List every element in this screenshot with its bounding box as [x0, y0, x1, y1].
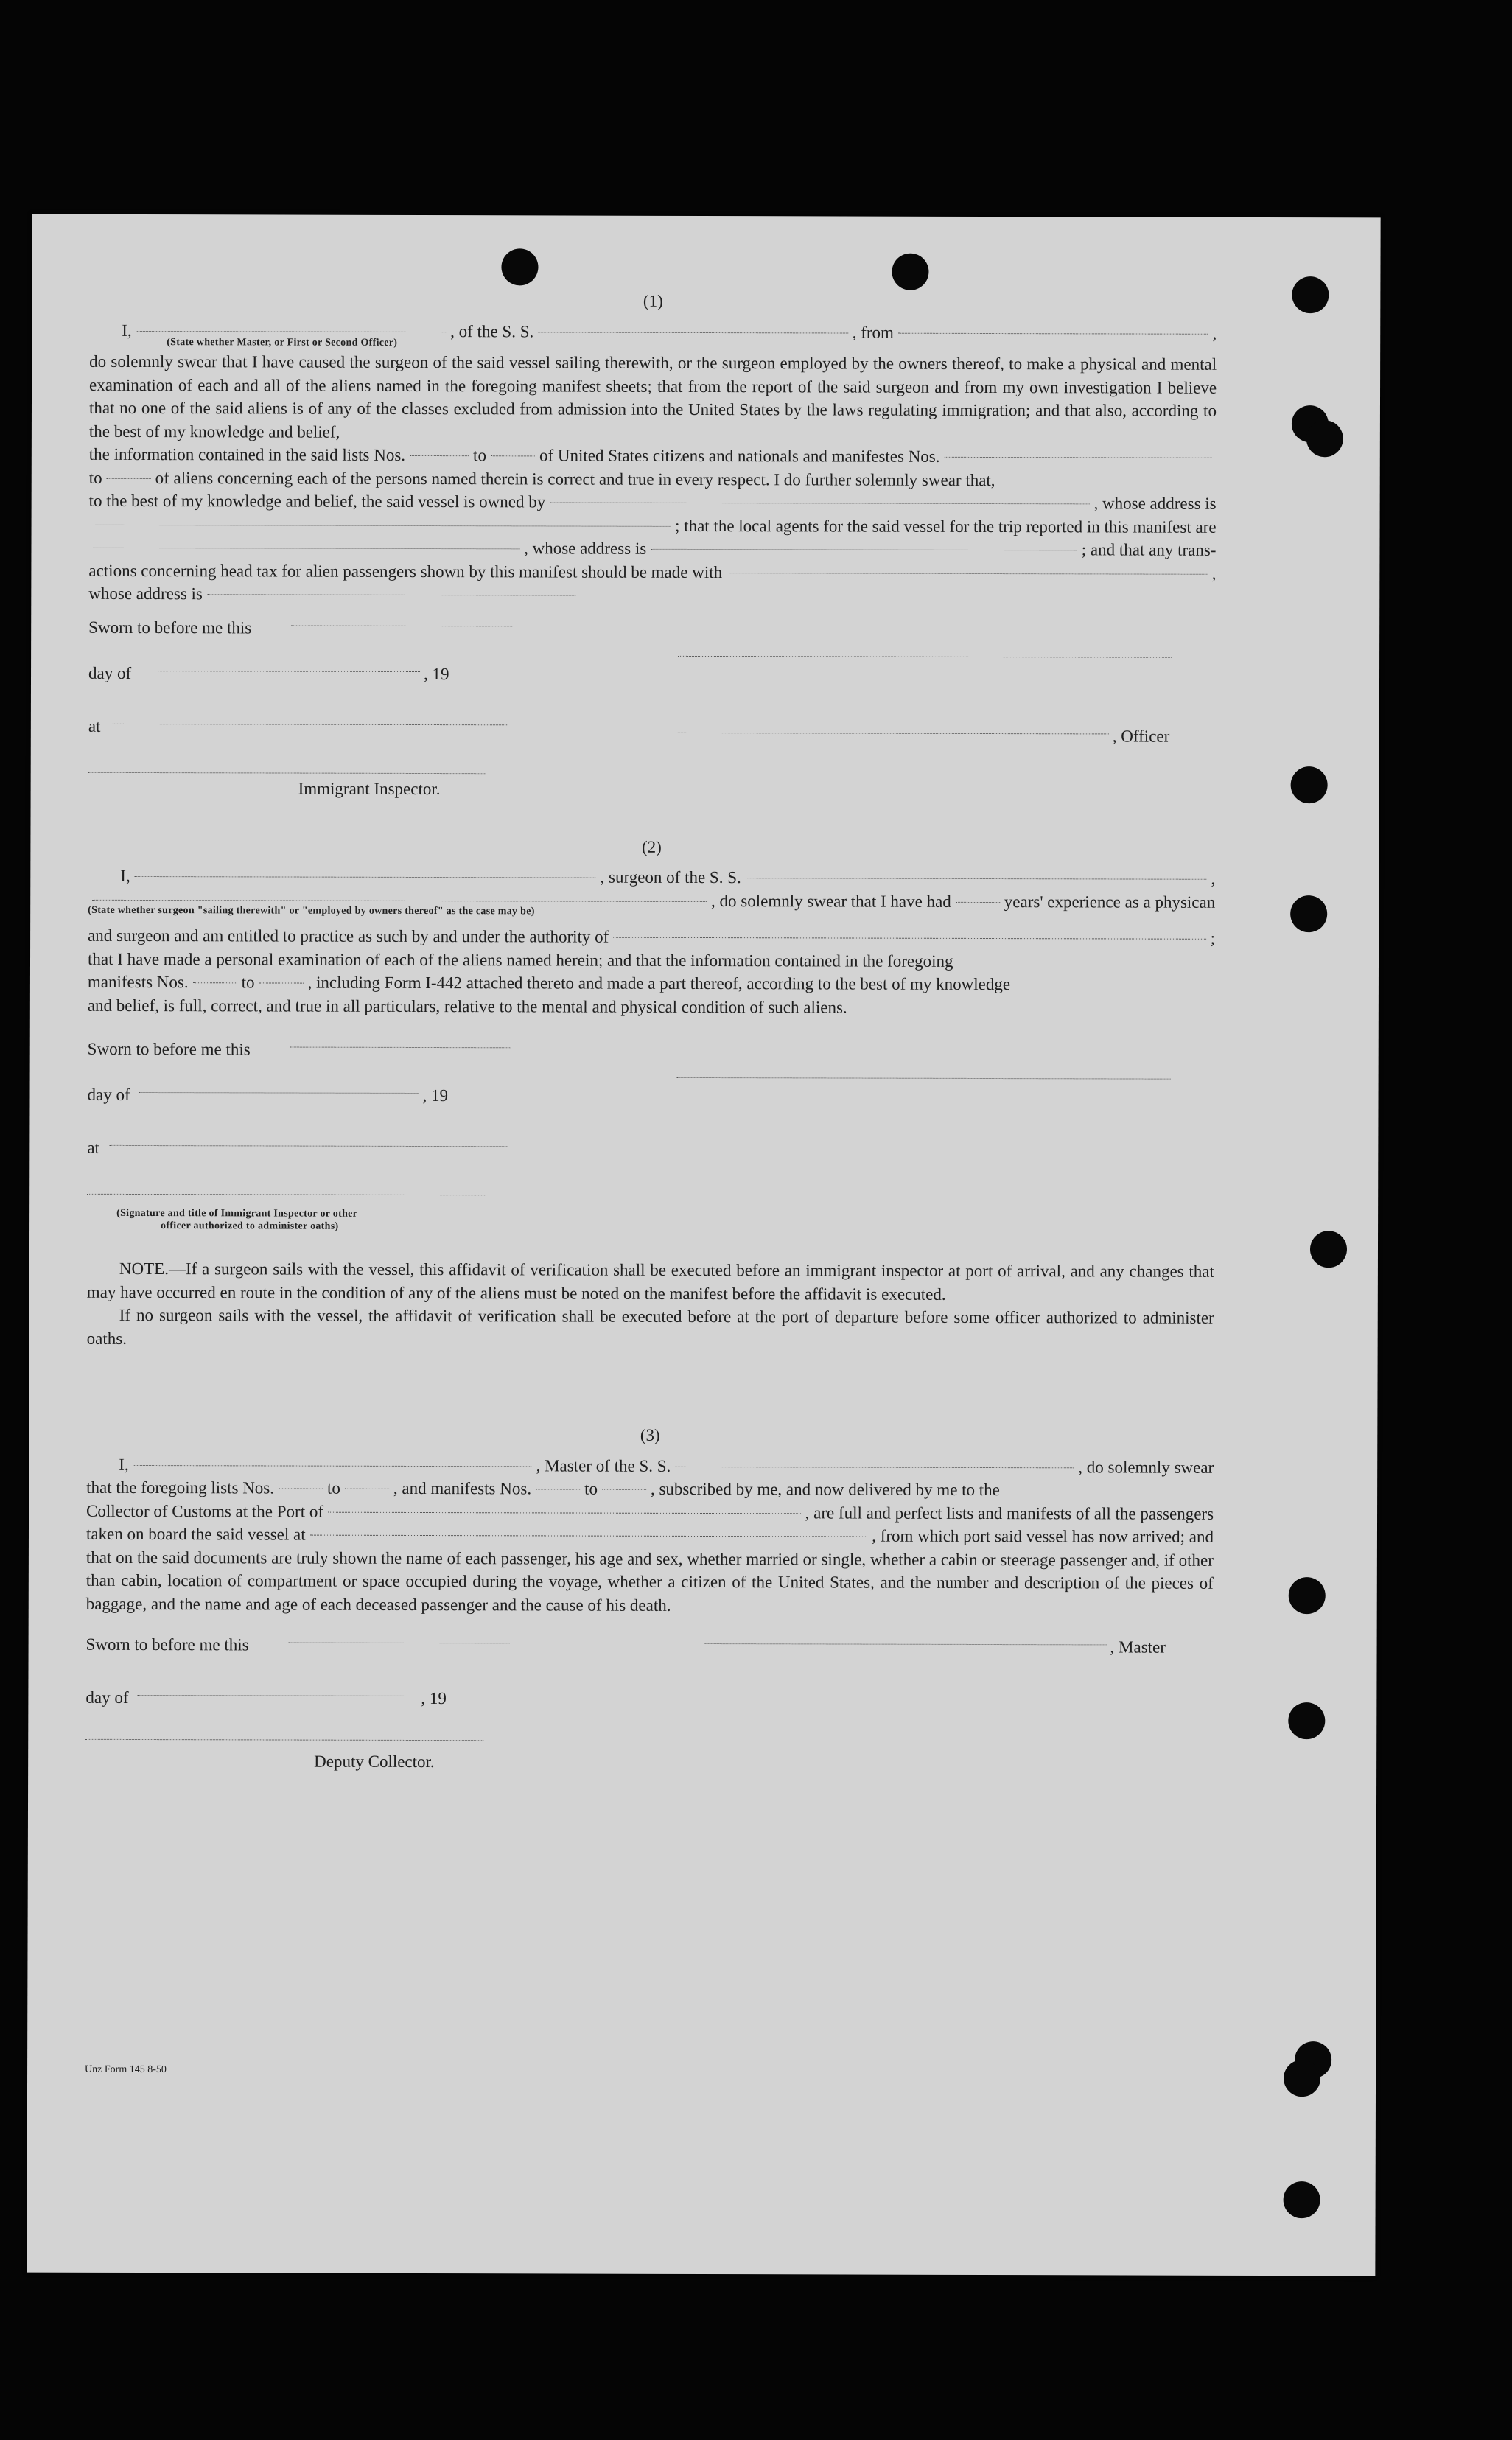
i-label: I,	[122, 321, 132, 340]
to-text: to	[473, 446, 486, 465]
authority-blank	[613, 937, 1205, 940]
note-paragraph-1: NOTE.—If a surgeon sails with the vessel, this affidavit of verification shall be executed before an immigrant inspector at port of arrival, and any changes that may have occurred en route in the condition of any of the aliens must be noted on the manifest before the affidavit is executed.	[86, 1259, 1214, 1304]
day-of-text: day of	[85, 1688, 129, 1707]
manifest-no-blank	[945, 456, 1212, 458]
full-lists-text: , are full and perfect lists and manifests of all the passengers	[805, 1503, 1214, 1523]
surgeon-of-text: , surgeon of the S. S.	[600, 867, 741, 887]
deputy-row	[85, 1739, 1213, 1795]
list-no-blank	[491, 455, 535, 456]
address-blank	[207, 593, 575, 595]
punch-hole	[1288, 1702, 1325, 1739]
day-row-2	[87, 1083, 1214, 1139]
whose-address-text: , whose address is	[1093, 494, 1217, 513]
section-1-paragraph: do solemnly swear that I have caused the surgeon of the said vessel sailing therewith, or the surgeon employed by the owners thereof, to make a physical and mental examination of each and all of the aliens named in the foregoing manifest sheets; that from the report of the said surgeon and from my own investigation I believe that no one of the said aliens is of any of the classes excluded from admission into the United States by the laws regulating immigration; and that also, according to the best of my knowledge and belief,	[88, 352, 1217, 441]
head-tax-text: actions concerning head tax for alien passengers shown by this manifest should be made with	[88, 561, 723, 581]
at-row-1	[88, 714, 1216, 770]
day-of-text: day of	[88, 663, 132, 682]
port-blank	[310, 1534, 868, 1537]
punch-hole	[1310, 1231, 1347, 1268]
owner-blank	[550, 501, 1089, 504]
surgeon-caption: (State whether surgeon "sailing therewith" or "employed by owners thereof" as the case may be)	[88, 904, 535, 917]
at-text: at	[87, 1138, 99, 1157]
punch-hole	[892, 254, 928, 290]
including-text: , including Form I-442 attached thereto and made a part thereof, according to the best of my knowledge	[307, 973, 1011, 994]
authority-line: and surgeon and am entitled to practice as such by and under the authority of ;	[88, 924, 1215, 951]
sig-caption-line-1: (Signature and title of Immigrant Inspector or other	[116, 1207, 358, 1220]
manifest-verification-form	[27, 214, 1380, 2276]
section-3-first-line	[86, 1453, 1214, 1479]
punch-hole	[1306, 420, 1343, 457]
punch-hole	[1284, 2181, 1320, 2218]
to-text: to	[88, 468, 102, 487]
sig-caption-row-2	[87, 1189, 1214, 1260]
deputy-title: Deputy Collector.	[314, 1752, 435, 1772]
manifest-no-blank	[536, 1488, 580, 1489]
lists-line-3	[86, 1476, 1214, 1503]
section-3-paragraph: that on the said documents are truly shown the name of each passenger, his age and sex, whether married or single, whether a cabin or steerage passenger and, if other than cabin, location of compartment or space occupied during the voyage, whether a citizen of the United States, and the number and description of the pieces of baggage, and the name and age of each deceased passenger and the cause of his death.	[85, 1548, 1214, 1615]
exam-text: that I have made a personal examination of each of the aliens named herein; and that the information contained in the foregoing	[87, 949, 953, 971]
punch-hole	[1292, 276, 1329, 313]
lists-line	[89, 443, 1217, 469]
address-blank	[94, 523, 671, 526]
day-row-3	[85, 1686, 1213, 1742]
note-paragraph-2: If no surgeon sails with the vessel, the affidavit of verification shall be executed before at the port of departure before some officer authorized to administer oaths.	[86, 1305, 1214, 1348]
owner-line	[89, 489, 1217, 516]
officer-text: , Officer	[1112, 726, 1170, 746]
authority-text: and surgeon and am entitled to practice as such by and under the authority of	[88, 926, 609, 946]
year-text: , 19	[423, 664, 449, 683]
punch-hole	[1289, 1577, 1326, 1614]
and-manifests-text: , and manifests Nos.	[393, 1478, 532, 1498]
manifest-no-blank	[107, 477, 151, 478]
sworn-date-blank	[290, 1047, 511, 1049]
manifests-text: manifests Nos.	[87, 972, 189, 992]
port-blank	[328, 1511, 801, 1514]
day-of-text: day of	[87, 1085, 130, 1104]
inspector-title: Immigrant Inspector.	[298, 779, 441, 798]
year-text: , 19	[422, 1086, 449, 1105]
deputy-signature-line	[85, 1739, 483, 1741]
list-no-blank	[279, 1487, 323, 1489]
sworn-block-3	[85, 1633, 1213, 1689]
lists-text: the information contained in the said lists Nos.	[88, 444, 406, 464]
lists-end-text: of aliens concerning each of the persons named therein is correct and true in every respect. I do further solemnly swear that,	[155, 468, 995, 489]
sig-caption-line-2: officer authorized to administer oaths)	[161, 1220, 339, 1232]
master-of-text: , Master of the S. S.	[536, 1455, 671, 1475]
to-text: to	[326, 1478, 340, 1497]
to-text: to	[241, 973, 255, 992]
years-blank	[956, 901, 1000, 902]
belief-text: and belief, is full, correct, and true in all particulars, relative to the mental and physical condition of such aliens.	[87, 996, 847, 1017]
inspector-row-1	[88, 767, 1216, 816]
collector-line	[86, 1499, 1214, 1525]
form-body	[85, 288, 1217, 1795]
owned-text: to the best of my knowledge and belief, the said vessel is owned by	[88, 491, 546, 511]
at-blank	[109, 1145, 507, 1147]
inspector-signature-line	[87, 1194, 485, 1195]
master-signature-line	[705, 1643, 1107, 1645]
at-blank	[111, 723, 508, 724]
local-agents-text: ; that the local agents for the said vessel for the trip reported in this manifest are	[675, 516, 1217, 536]
master-name-blank	[133, 1464, 532, 1466]
section-1-number: (1)	[643, 291, 663, 310]
from-port-text: , from which port said vessel has now arrived; and	[872, 1526, 1214, 1546]
day-blank	[139, 1092, 419, 1094]
section-2-first-line: I, , surgeon of the S. S. ,	[88, 864, 1215, 891]
swear-text: , do solemnly swear that I have had	[711, 891, 951, 911]
form-number: Unz Form 145 8-50	[85, 2063, 167, 2076]
punch-hole	[501, 248, 538, 285]
punch-hole	[1290, 895, 1327, 932]
lists-line-2	[89, 466, 1217, 492]
inspector-signature-line	[88, 772, 486, 773]
of-ss-label: , of the S. S.	[450, 321, 534, 340]
status-blank	[92, 898, 707, 901]
head-tax-address-line	[88, 582, 1216, 609]
surgeon-name-blank	[135, 875, 596, 878]
collector-text: Collector of Customs at the Port of	[86, 1501, 324, 1521]
agents-blank	[93, 547, 519, 550]
head-tax-blank	[727, 572, 1208, 575]
taken-line	[86, 1523, 1214, 1549]
to-text: to	[584, 1479, 598, 1498]
manifest-no-blank	[193, 982, 237, 983]
list-no-blank	[410, 455, 469, 456]
whose-address-text: whose address is	[88, 584, 203, 604]
section-1-first-line: I, , of the S. S. , from ,	[89, 318, 1217, 345]
sworn-text: Sworn to before me this	[88, 618, 252, 637]
manifest-no-blank	[259, 982, 304, 983]
name-blank	[136, 329, 447, 332]
from-label: , from	[852, 323, 895, 342]
officer-line	[678, 732, 1109, 734]
punch-hole	[1291, 766, 1328, 803]
day-blank	[140, 670, 420, 671]
agents-line	[89, 512, 1217, 539]
manifests-line	[88, 971, 1215, 997]
list-no-blank	[345, 1488, 389, 1489]
do-swear-text: , do solemnly swear	[1078, 1457, 1214, 1477]
officer-caption: (State whether Master, or First or Second Officer)	[167, 337, 398, 349]
at-row-2	[87, 1136, 1214, 1192]
manifest-no-blank	[602, 1489, 646, 1490]
day-row-1	[88, 661, 1216, 717]
and-that-text: ; and that any trans-	[1081, 540, 1217, 559]
agents-address-line	[88, 536, 1216, 562]
master-text: , Master	[1110, 1637, 1166, 1657]
section-3-number: (3)	[640, 1425, 660, 1444]
agents-address-blank	[651, 548, 1077, 551]
taken-text: taken on board the said vessel at	[85, 1524, 306, 1544]
year-text: , 19	[421, 1688, 447, 1708]
ship-blank	[538, 331, 848, 333]
day-blank	[137, 1695, 417, 1696]
lists-text: that the foregoing lists Nos.	[86, 1478, 275, 1497]
sworn-text: Sworn to before me this	[85, 1635, 249, 1654]
subscribed-text: , subscribed by me, and now delivered by me to the	[650, 1479, 1000, 1500]
head-tax-line: actions concerning head tax for alien passengers shown by this manifest should be made with ,	[88, 559, 1216, 585]
sworn-text: Sworn to before me this	[87, 1039, 251, 1059]
section-2-number: (2)	[641, 837, 662, 856]
i-label: I,	[120, 866, 130, 885]
ship-blank	[675, 1465, 1074, 1467]
lists-mid-text: of United States citizens and nationals and manifestes Nos.	[539, 446, 940, 466]
port-blank	[898, 332, 1208, 334]
years-text: years' experience as a physican	[1004, 892, 1216, 912]
sworn-date-blank	[289, 1643, 510, 1644]
sworn-date-blank	[291, 625, 512, 626]
at-text: at	[88, 716, 101, 735]
ship-blank	[746, 877, 1207, 880]
whose-address-text: , whose address is	[524, 539, 647, 558]
punch-hole	[1284, 2060, 1320, 2097]
i-label: I,	[119, 1455, 129, 1474]
